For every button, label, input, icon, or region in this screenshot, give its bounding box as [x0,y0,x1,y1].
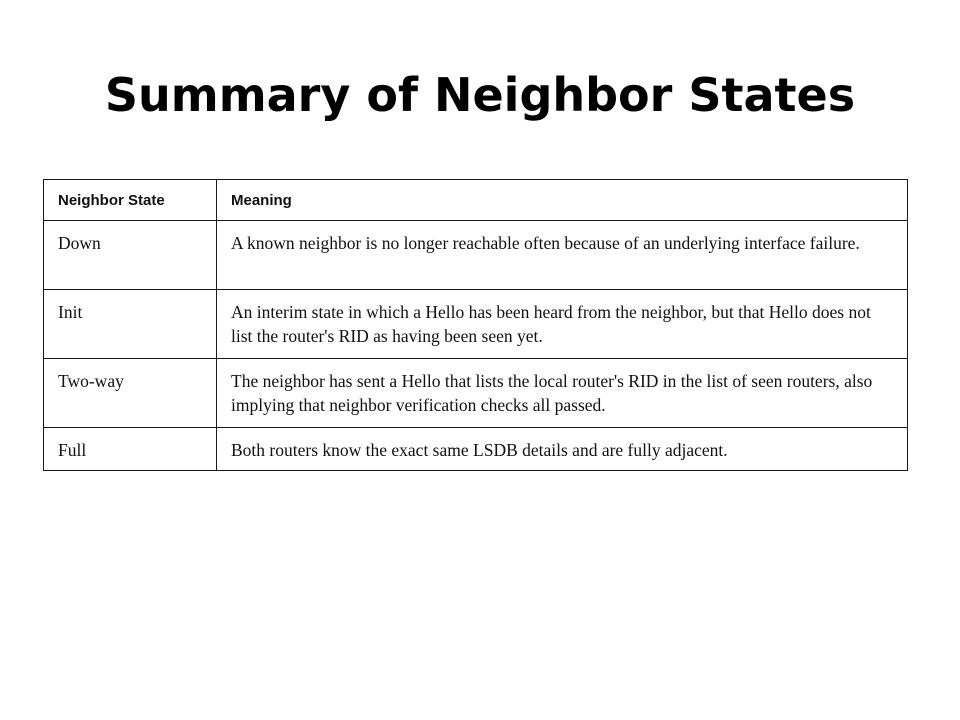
meaning-cell: Both routers know the exact same LSDB details and are fully adjacent. [217,428,908,471]
header-meaning: Meaning [217,180,908,221]
state-cell: Two-way [44,359,217,428]
table-row [44,428,908,471]
slide-title: Summary of Neighbor States [104,68,856,122]
neighbor-states-table [43,179,908,471]
table-header-row [44,180,908,221]
header-neighbor-state: Neighbor State [44,180,217,221]
state-cell: Down [44,221,217,290]
state-cell: Init [44,290,217,359]
meaning-cell: An interim state in which a Hello has been heard from the neighbor, but that Hello does not list the router's RID as having been seen yet. [217,290,908,359]
state-cell: Full [44,428,217,471]
table-row [44,221,908,290]
table-row [44,359,908,428]
meaning-cell: The neighbor has sent a Hello that lists the local router's RID in the list of seen routers, also implying that neighbor verification checks all passed. [217,359,908,428]
table-row [44,290,908,359]
meaning-cell: A known neighbor is no longer reachable often because of an underlying interface failure. [217,221,908,290]
